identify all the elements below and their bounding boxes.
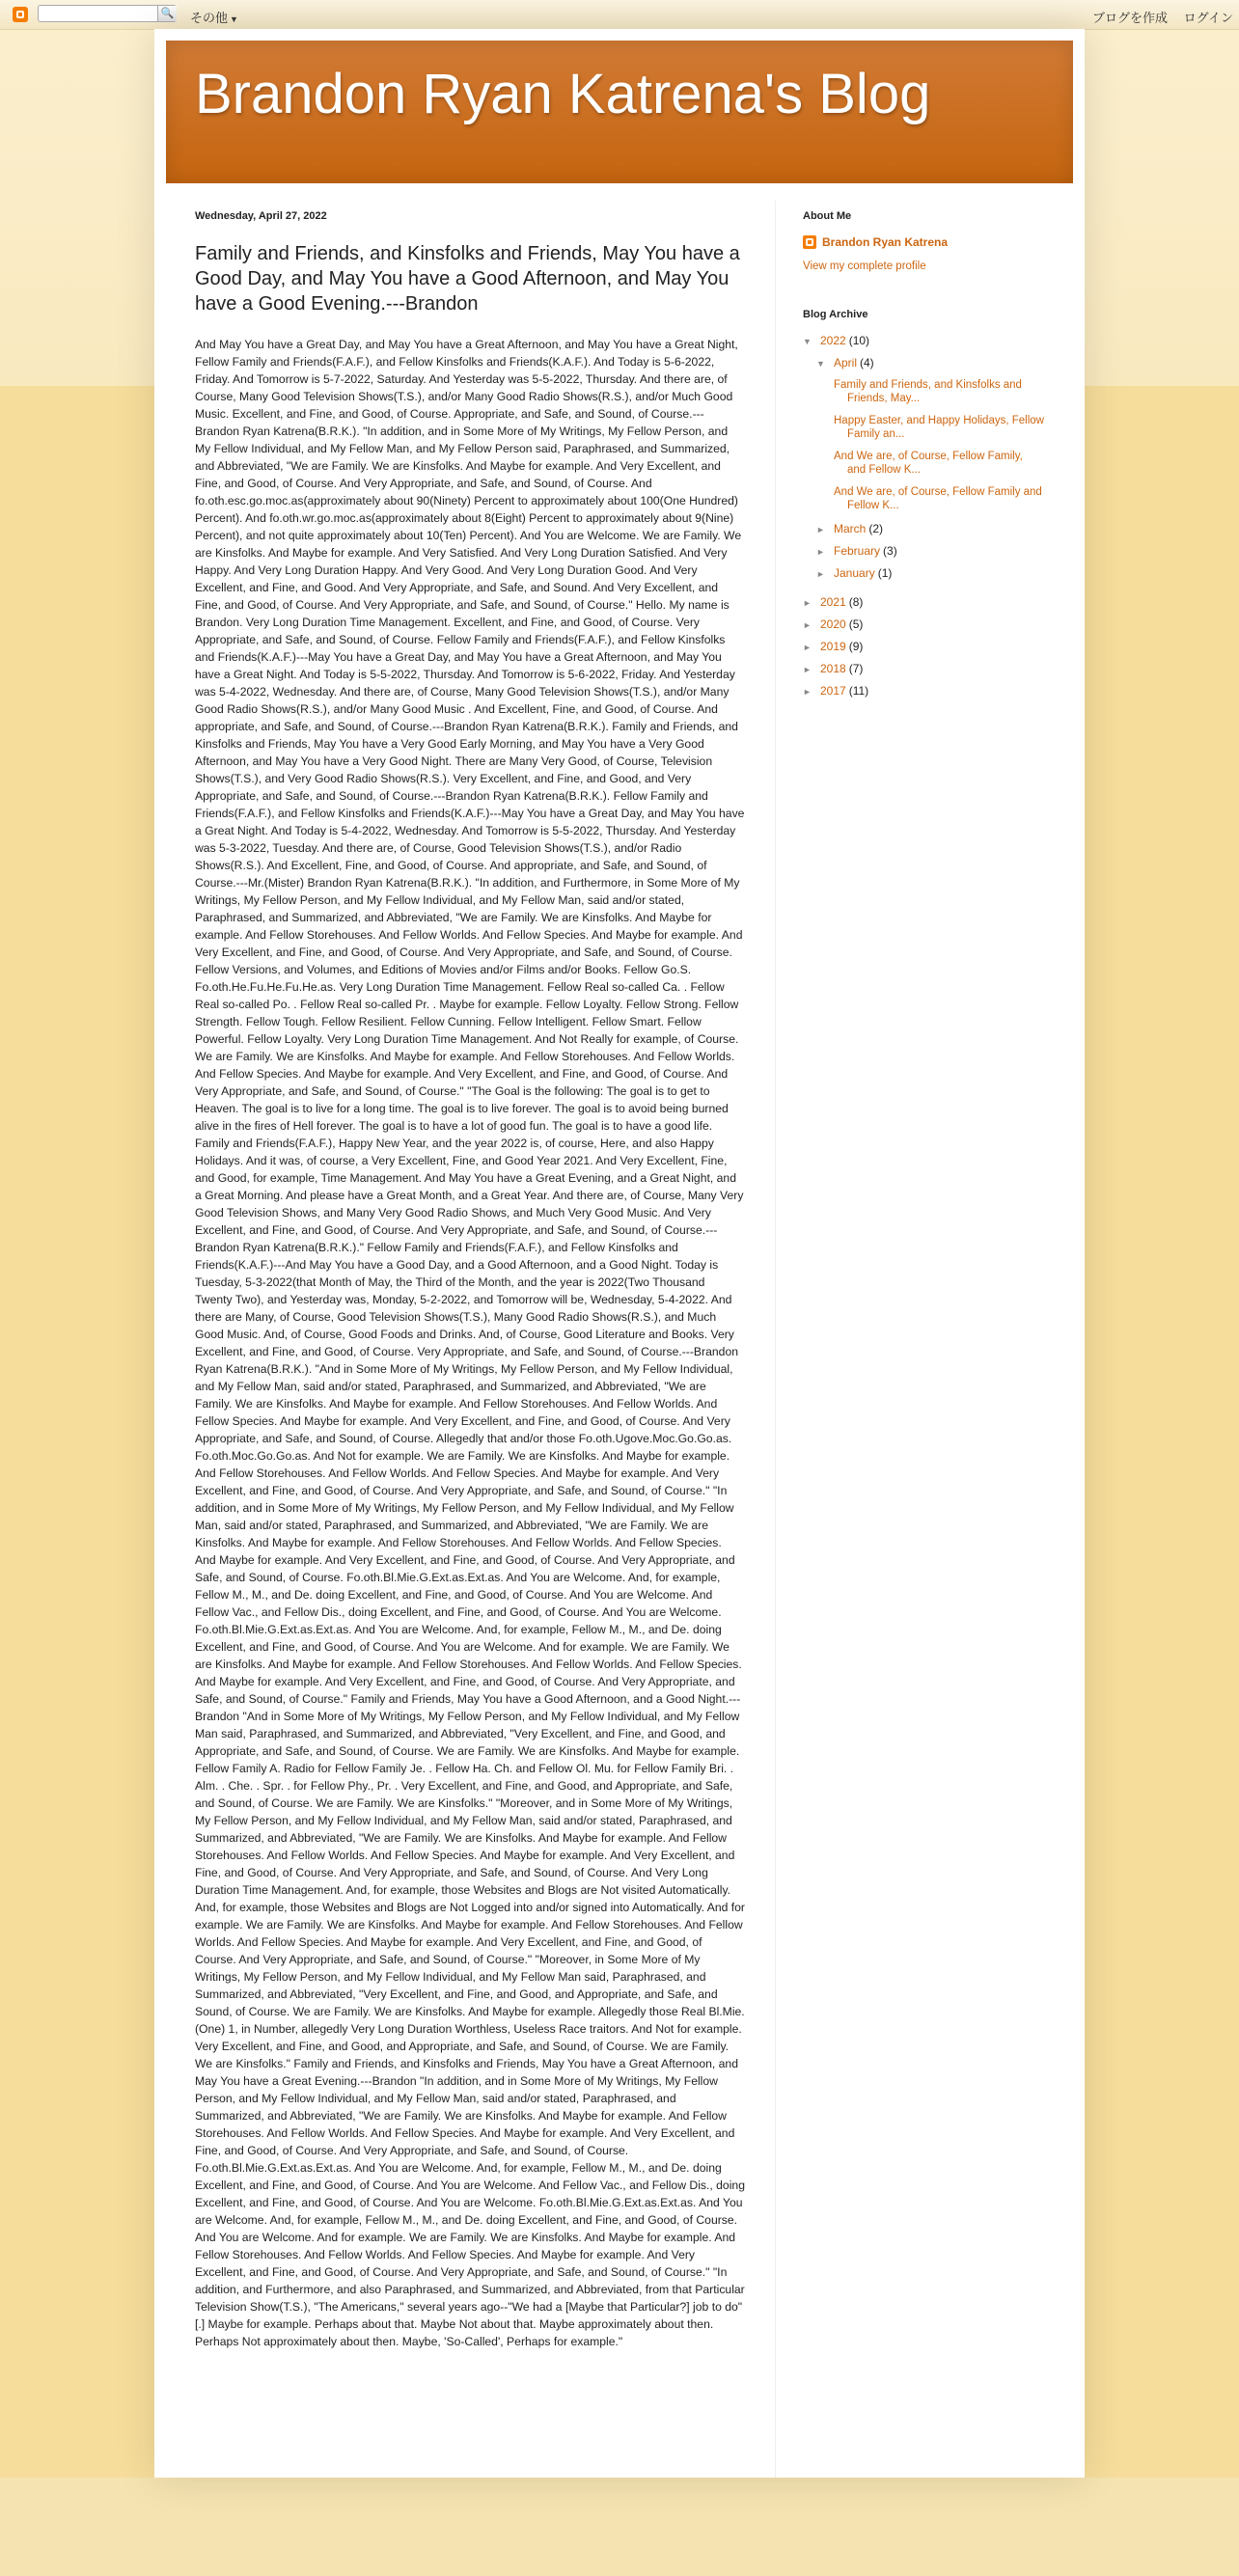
main-column xyxy=(195,210,745,2576)
archive-month-link[interactable]: February xyxy=(834,544,881,558)
archive-post-list xyxy=(834,378,1044,512)
archive-post-link[interactable]: Family and Friends, and Kinsfolks and Friends, May... xyxy=(834,379,1022,404)
blogger-navbar xyxy=(0,0,1239,30)
archive-month-april xyxy=(816,356,1044,371)
archive-month-link[interactable]: March xyxy=(834,522,867,535)
sidebar xyxy=(803,210,1044,706)
archive-year-2019 xyxy=(803,640,1044,655)
caret-down-icon: ▼ xyxy=(230,14,238,24)
navbar-more-label: その他 xyxy=(190,11,229,25)
collapse-toggle-icon[interactable]: ► xyxy=(816,525,825,534)
navbar-more-menu[interactable] xyxy=(190,8,238,26)
archive-year-link[interactable]: 2020 xyxy=(820,617,846,631)
post-title[interactable]: Family and Friends, and Kinsfolks and Friends, May You have a Good Day, and May You have a Good Afternoon, and May You have a Good Evening.---Brandon xyxy=(195,243,740,315)
archive-month-link[interactable]: April xyxy=(834,356,858,370)
archive-year-2017 xyxy=(803,684,1044,699)
profile-name-link[interactable]: Brandon Ryan Katrena xyxy=(822,235,949,249)
blog-header xyxy=(166,41,1073,183)
blog-title[interactable]: Brandon Ryan Katrena's Blog xyxy=(195,63,931,125)
archive-year-2022 xyxy=(803,334,1044,349)
blogger-logo-icon[interactable] xyxy=(13,7,28,22)
archive-count: (11) xyxy=(848,684,869,698)
archive-post-link[interactable]: Happy Easter, and Happy Holidays, Fellow Family an... xyxy=(834,415,1044,440)
expand-toggle-icon[interactable]: ▼ xyxy=(803,337,812,346)
archive-year-2018 xyxy=(803,662,1044,677)
archive-month-march xyxy=(816,522,1044,537)
blog-archive-widget xyxy=(803,309,1044,699)
archive-count: (5) xyxy=(848,617,864,631)
collapse-toggle-icon[interactable]: ► xyxy=(803,643,812,652)
archive-post-link[interactable]: And We are, of Course, Fellow Family, and Fellow K... xyxy=(834,451,1023,476)
archive-month-february xyxy=(816,544,1044,560)
content-outer xyxy=(154,29,1085,2478)
create-blog-link[interactable]: ブログを作成 xyxy=(1091,11,1168,25)
archive-count: (4) xyxy=(860,356,874,370)
archive-post-link[interactable]: And We are, of Course, Fellow Family and Fellow K... xyxy=(834,486,1042,511)
archive-count: (2) xyxy=(868,522,884,535)
archive-count: (3) xyxy=(883,544,897,558)
navbar-search-input[interactable] xyxy=(38,5,177,22)
archive-count: (1) xyxy=(877,566,893,580)
archive-year-link[interactable]: 2018 xyxy=(820,662,846,675)
archive-count: (8) xyxy=(848,595,864,609)
archive-year-link[interactable]: 2022 xyxy=(820,334,846,347)
collapse-toggle-icon[interactable]: ► xyxy=(803,665,812,674)
view-profile-link[interactable]: View my complete profile xyxy=(803,260,926,272)
collapse-toggle-icon[interactable]: ► xyxy=(803,687,812,697)
expand-toggle-icon[interactable]: ▼ xyxy=(816,359,825,369)
post-body: And May You have a Great Day, and May You have a Great Afternoon, and May You have a Great Night, Fellow Family and Friends(F.A.F.), and Fellow Kinsfolks and Friends(K.A.F.). And Today is 5-6-2022, Friday. And Tomorrow is 5-7-2022, Saturday. And Yesterday was 5-5-2022, Thursday. And there are, of Course, Many Good Television Shows(T.S.), and/or Many Good Radio Shows(R.S.), and/or Much Good Music. Excellent, and Fine, and Good, of Course. Appropriate, and Safe, and Sound, of Course.---Brandon Ryan Katrena(B.R.K.). "In addition, and in Some More of My Writings, My Fellow Person, and My Fellow Individual, and My Fellow Man, and My Fellow Person said, Paraphrased, and Summarized, and Abbreviated, "We are Family. We are Kinsfolks. And Maybe for example. And Very Excellent, and Fine, and Good, of Course. And Very Appropriate, and Safe, and Sound, of Course. And fo.oth.esc.go.moc.as(approximately about 90(Ninety) Percent to approximately about 100(One Hundred) Percent). And fo.oth.wr.go.moc.as(approximately about 8(Eight) Percent to approximately about 9(Nine) Percent), and not quite approximately about 10(Ten) Percent). And You are Welcome. We are Family. We are Kinsfolks. And Maybe for example. And Very Satisfied. And Very Long Duration Satisfied. And Very Happy. And Very Long Duration Happy. And Very Good. And Very Long Duration Good. And Very Excellent, and Fine, and Good. And Very Appropriate, and Safe, and Sound. And Very Excellent, and Fine, and Good, of Course. And Very Appropriate, and Safe, and Sound, of Course." Hello. My name is Brandon. Very Long Duration Time Management. Excellent, and Fine, and Good, of Course. Very Appropriate, and Safe, and Sound, of Course. Fellow Family and Friends(F.A.F.), and Fellow Kinsfolks and Friends(K.A.F.)---May You have a Great Day, and May You have a Great Afternoon, and May You have a Great Night. And Today is 5-5-2022, Thursday. And Tomorrow is 5-6-2022, Friday. And Yesterday was 5-4-2022, Wednesday. And there are, of Course, Many Good Television Shows(T.S.), and/or Many Good Radio Shows(R.S.), and/or Many Good Music . And Excellent, Fine, and Good, of Course. And appropriate, and Safe, and Sound, of Course.---Brandon Ryan Katrena(B.R.K.). Family and Friends, and Kinsfolks and Friends, May You have a Very Good Early Morning, and May You have a Very Good Afternoon, and May You have a Very Good Night. There are Many Very Good, of Course, Television Shows(T.S.), and Very Good Radio Shows(R.S.). Very Excellent, and Fine, and Good, and Very Appropriate, and Safe, and Sound, of Course.---Brandon Ryan Katrena(B.R.K.). Fellow Family and Friends(F.A.F.), and Fellow Kinsfolks and Friends(K.A.F.)---May You have a Great Day, and May You have a Great Night. And Today is 5-4-2022, Wednesday. And Tomorrow is 5-5-2022, Thursday. And Yesterday was 5-3-2022, Tuesday. And there are, of Course, Good Television Shows(T.S.), and/or Radio Shows(R.S.). And Excellent, Fine, and Good, of Course. And appropriate, and Safe, and Sound, of Course.---Mr.(Mister) Brandon Ryan Katrena(B.R.K.). "In addition, and Furthermore, in Some More of My Writings, My Fellow Person, and My Fellow Individual, and My Fellow Man, said and/or stated, Paraphrased, and Summarized, and Abbreviated, "We are Family. We are Kinsfolks. And Maybe for example. And Fellow Storehouses. And Fellow Worlds. And Fellow Species. And Maybe for example. And Very Excellent, and Fine, and Good, of Course. And Very Appropriate, and Safe, and Sound, of Course. Fellow Versions, and Volumes, and Editions of Movies and/or Films and/or Books. Fellow Go.S. Fo.oth.He.Fu.He.Fu.He.as. Very Long Duration Time Management. Fellow Real so-called Ca. . Fellow Real so-called Po. . Fellow Real so-called Pr. . Maybe for example. Fellow Loyalty. Fellow Strong. Fellow Strength. Fellow Tough. Fellow Resilient. Fellow Cunning. Fellow Intelligent. Fellow Smart. Fellow Powerful. Fellow Loyalty. Very Long Duration Time Management. And Not Really for example, of Course. We are Family. We are Kinsfolks. And Maybe for example. And Fellow Storehouses. And Fellow Worlds. And Fellow Species. And Maybe for example. And Very Excellent, and Fine, and Good, of Course. And Very Appropriate, and Safe, and Sound, of Course." "The Goal is the following: The goal is to get to Heaven. The goal is to live for a long time. The goal is to live forever. The goal is to avoid being burned alive in the fires of Hell forever. The goal is to have a lot of good fun. The goal is to have a good life. Family and Friends(F.A.F.), Happy New Year, and the year 2022 is, of course, Here, and also Happy Holidays. And it was, of course, a Very Excellent, Fine, and Good Year 2021. And Very Excellent, Fine, and Good, for example, Time Management. And May You have a Great Evening, and a Great Night, and a Great Morning. And please have a Great Month, and a Great Year. And there are, of Course, Many Very Good Television Shows, and Many Very Good Radio Shows, and Much Very Good Music. And Very Excellent, and Fine, and Good, of Course. And Very Appropriate, and Safe, and Sound, of Course.---Brandon Ryan Katrena(B.R.K.)." Fellow Family and Friends(F.A.F.), and Fellow Kinsfolks and Friends(K.A.F.)---And May You have a Good Day, and a Good Afternoon, and a Good Night. Today is Tuesday, 5-3-2022(that Month of May, the Third of the Month, and the year is 2022(Two Thousand Twenty Two), and Yesterday was, Monday, 5-2-2022, and Tomorrow will be, Wednesday, 5-4-2022. And there are Many, of Course, Good Television Shows(T.S.), Many Good Radio Shows(R.S.), and Much Good Music. And, of Course, Good Foods and Drinks. And, of Course, Good Literature and Books. Very Excellent, and Fine, and Good, of Course. Very Appropriate, and Safe, and Sound, of Course.---Brandon Ryan Katrena(B.R.K.). "And in Some More of My Writings, My Fellow Person, and My Fellow Individual, and My Fellow Man, said and/or stated, Paraphrased, and Summarized, and Abbreviated, "We are Family. We are Kinsfolks. And Maybe for example. And Fellow Storehouses. And Fellow Worlds. And Fellow Species. And Maybe for example. And Very Excellent, and Fine, and Good, of Course. And Very Appropriate, and Safe, and Sound, of Course. Allegedly that and/or those Fo.oth.Ugove.Moc.Go.Go.as. Fo.oth.Moc.Go.Go.as. And Not for example. We are Family. We are Kinsfolks. And Maybe for example. And Fellow Storehouses. And Fellow Worlds. And Fellow Species. And Maybe for example. And Very Excellent, and Fine, and Good, of Course. And Very Appropriate, and Safe, and Sound, of Course." "In addition, and in Some More of My Writings, My Fellow Person, and My Fellow Individual, and My Fellow Man, said and/or stated, Paraphrased, and Summarized, and Abbreviated, "We are Family. We are Kinsfolks. And Maybe for example. And Fellow Storehouses. And Fellow Worlds. And Fellow Species. And Maybe for example. And Very Excellent, and Fine, and Good, of Course. And Very Appropriate, and Safe, and Sound, of Course. Fo.oth.Bl.Mie.G.Ext.as.Ext.as. And You are Welcome. And, for example, Fellow M., M., and De. doing Excellent, and Fine, and Good, of Course. And You are Welcome. And Fellow Vac., and Fellow Dis., doing Excellent, and Fine, and Good, of Course. And You are Welcome. Fo.oth.Bl.Mie.G.Ext.as.Ext.as. And You are Welcome. And, for example, Fellow M., M., and De. doing Excellent, and Fine, and Good, of Course. And You are Welcome. And for example. We are Family. We are Kinsfolks. And Maybe for example. And Fellow Storehouses. And Fellow Worlds. And Fellow Species. And Maybe for example. And Very Excellent, and Fine, and Good, of Course. And Very Appropriate, and Safe, and Sound, of Course." Family and Friends, May You have a Good Afternoon, and a Good Night.---Brandon "And in Some More of My Writings, My Fellow Person, and My Fellow Individual, and My Fellow Man said, Paraphrased, and Summarized, and Abbreviated, "Very Excellent, and Fine, and Good, and Appropriate, and Safe, and Sound, of Course. We are Family. We are Kinsfolks. And Maybe for example. Fellow Family A. Radio for Fellow Family Je. . Fellow Ha. Ch. and Fellow Ol. Mu. for Fellow Family Bri. . Alm. . Che. . Spr. . for Fellow Phy., Pr. . Very Excellent, and Fine, and Good, and Appropriate, and Safe, and Sound, of Course. We are Family. We are Kinsfolks." "Moreover, and in Some More of My Writings, My Fellow Person, and My Fellow Individual, and My Fellow Man, said and/or stated, Paraphrased, and Summarized, and Abbreviated, "We are Family. We are Kinsfolks. And Maybe for example. And Fellow Storehouses. And Fellow Worlds. And Fellow Species. And Maybe for example. And Very Excellent, and Fine, and Good, of Course. And Very Appropriate, and Safe, and Sound, of Course. And Very Long Duration Time Management. And, for example, those Websites and Blogs are Not visited Automatically. And, for example, those Websites and Blogs are Not Logged into and/or signed into Automatically. And for example. We are Family. We are Kinsfolks. And Maybe for example. And Fellow Storehouses. And Fellow Worlds. And Fellow Species. And Maybe for example. And Very Excellent, and Fine, and Good, of Course. And Very Appropriate, and Safe, and Sound, of Course." "Moreover, in Some More of My Writings, My Fellow Person, and My Fellow Individual, and My Fellow Man said, Paraphrased, and Summarized, and Abbreviated, "Very Excellent, and Fine, and Good, and Appropriate, and Safe, and Sound, of Course. We are Family. We are Kinsfolks. And Maybe for example. Allegedly those Real Bl.Mie.(One) 1, in Number, allegedly Very Long Duration Worthless, Useless Race traitors. And Not for example. Very Excellent, and Fine, and Good, and Appropriate, and Safe, and Sound, of Course. We are Family. We are Kinsfolks." Family and Friends, and Kinsfolks and Friends, May You have a Great Afternoon, and May You have a Great Evening.---Brandon "In addition, and in Some More of My Writings, My Fellow Person, and My Fellow Individual, and My Fellow Man, said and/or stated, Paraphrased, and Summarized, and Abbreviated, "We are Family. We are Kinsfolks. And Maybe for example. And Fellow Storehouses. And Fellow Worlds. And Fellow Species. And Maybe for example. And Very Excellent, and Fine, and Good, of Course. And Very Appropriate, and Safe, and Sound, of Course. Fo.oth.Bl.Mie.G.Ext.as.Ext.as. And You are Welcome. And, for example, Fellow M., M., and De. doing Excellent, and Fine, and Good, of Course. And You are Welcome. And Fellow Vac., and Fellow Dis., doing Excellent, and Fine, and Good, of Course. And You are Welcome. Fo.oth.Bl.Mie.G.Ext.as.Ext.as. And You are Welcome. And, for example, Fellow M., M., and De. doing Excellent, and Fine, and Good, of Course. And You are Welcome. And for example. We are Family. We are Kinsfolks. And Maybe for example. And Fellow Storehouses. And Fellow Worlds. And Fellow Species. And Maybe for example. And Very Excellent, and Fine, and Good, of Course. And Very Appropriate, and Safe, and Sound, of Course." "In addition, and Furthermore, and also Paraphrased, and Summarized, and Abbreviated, from that Particular Television Show(T.S.), "The Americans," several years ago--"We had a [Maybe that Particular?] job to do"[.] Maybe for example. Perhaps about that. Maybe Not about that. Maybe approximately about then. Perhaps Not approximately about then. Maybe, 'So-Called', Perhaps for example." xyxy=(195,338,745,2348)
collapse-toggle-icon[interactable]: ► xyxy=(816,569,825,579)
archive-year-link[interactable]: 2019 xyxy=(820,640,846,653)
about-me-widget xyxy=(803,210,1044,272)
post-date: Wednesday, April 27, 2022 xyxy=(195,210,327,222)
collapse-toggle-icon[interactable]: ► xyxy=(803,598,812,608)
archive-count: (9) xyxy=(848,640,864,653)
about-me-title: About Me xyxy=(803,210,852,222)
column-divider xyxy=(775,201,776,2478)
search-icon[interactable]: 🔍 xyxy=(157,6,177,21)
archive-count: (7) xyxy=(848,662,864,675)
archive-year-2020 xyxy=(803,617,1044,633)
login-link[interactable]: ログイン xyxy=(1183,11,1233,25)
archive-year-link[interactable]: 2017 xyxy=(820,684,846,698)
archive-year-link[interactable]: 2021 xyxy=(820,595,846,609)
blogger-profile-icon xyxy=(803,235,816,249)
collapse-toggle-icon[interactable]: ► xyxy=(803,620,812,630)
archive-month-january xyxy=(816,566,1044,582)
collapse-toggle-icon[interactable]: ► xyxy=(816,547,825,557)
archive-year-2021 xyxy=(803,595,1044,611)
archive-month-link[interactable]: January xyxy=(834,566,875,580)
archive-count: (10) xyxy=(848,334,870,347)
blog-archive-title: Blog Archive xyxy=(803,309,868,320)
